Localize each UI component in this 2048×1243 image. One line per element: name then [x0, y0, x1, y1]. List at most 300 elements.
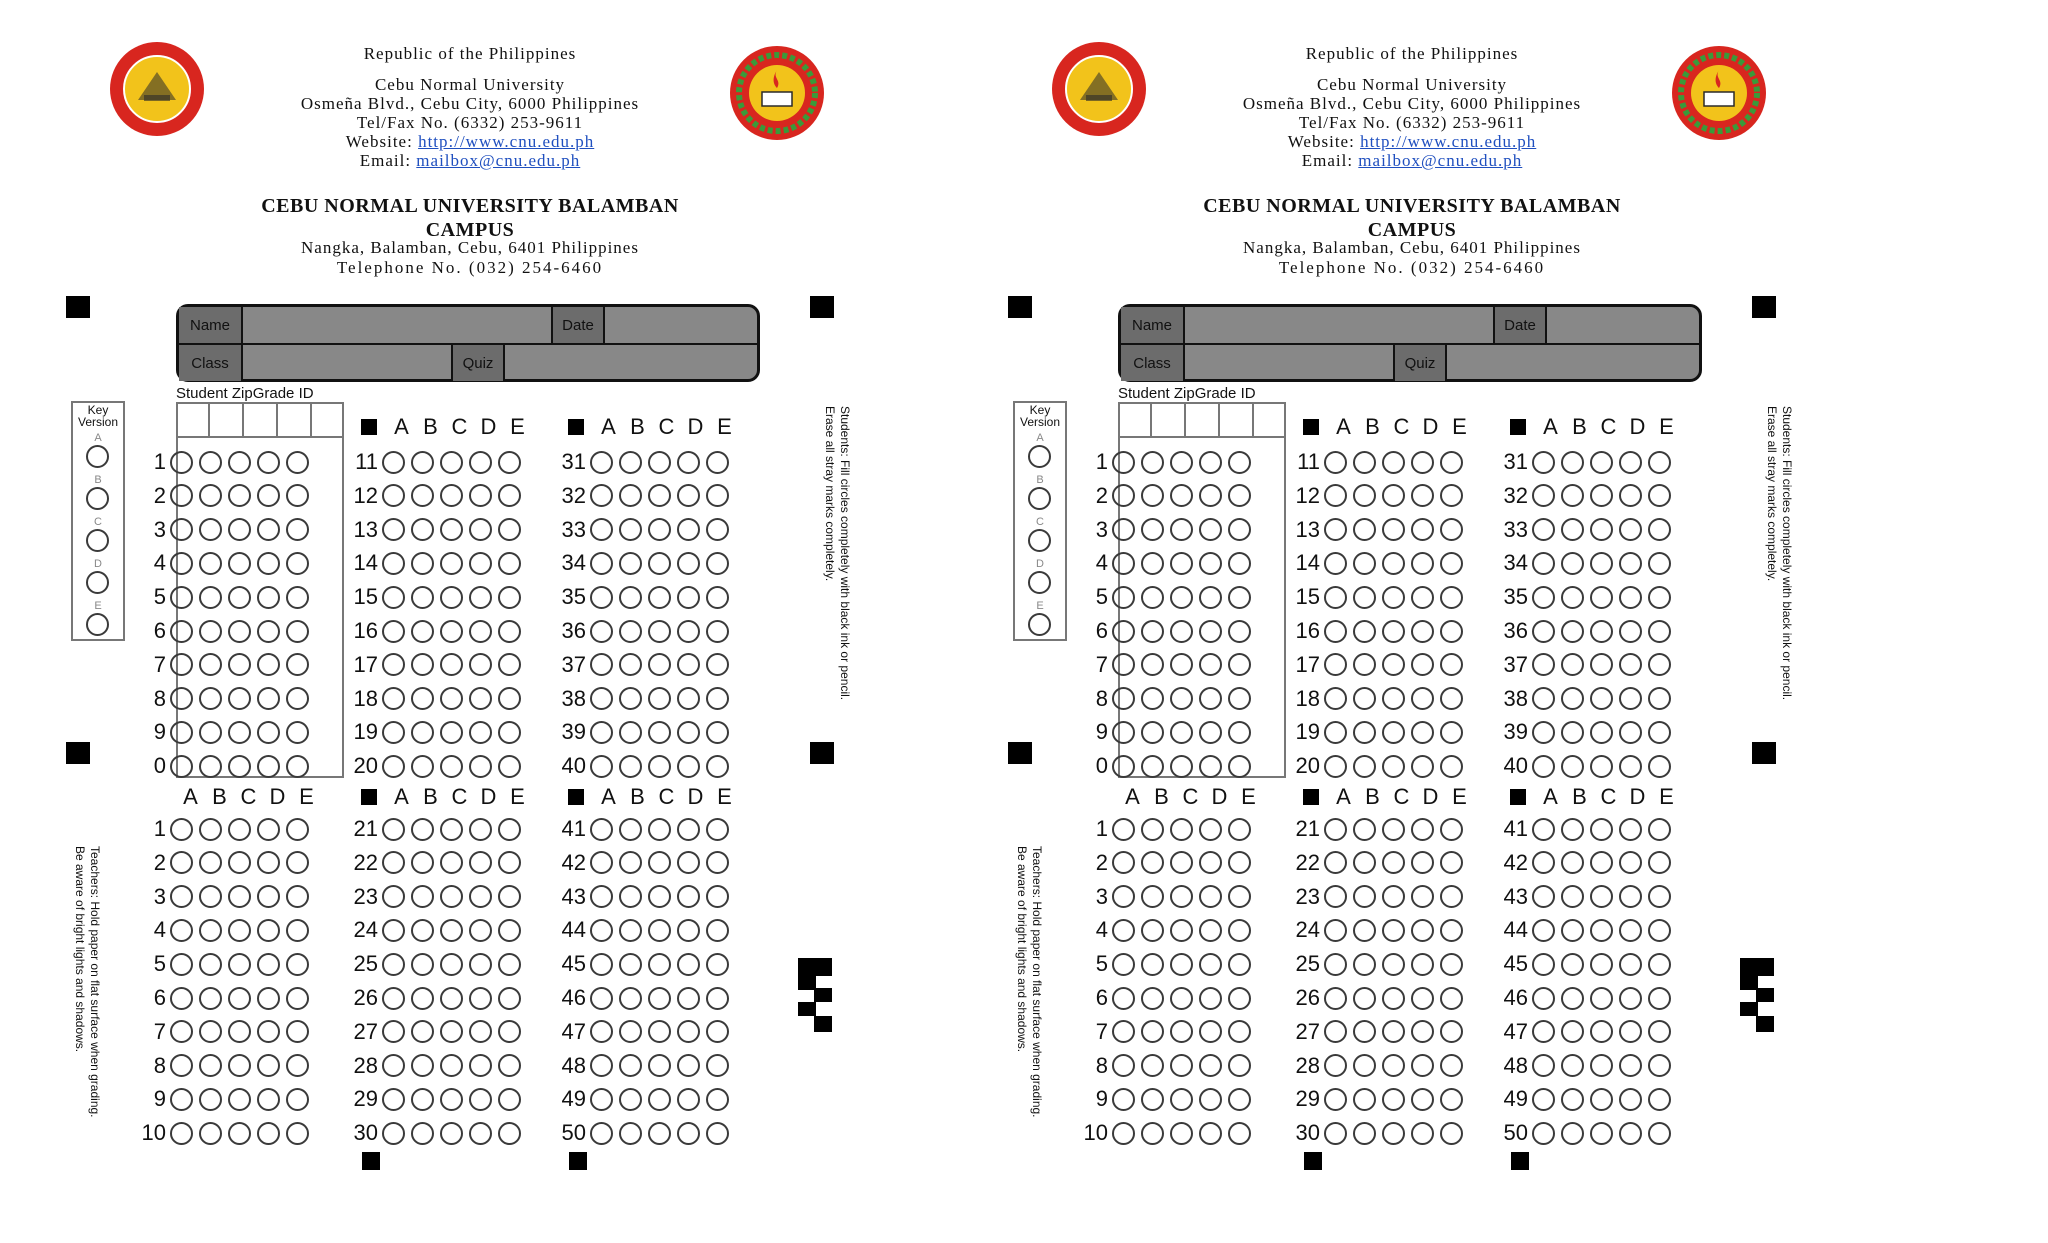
answer-bubble[interactable] — [677, 1088, 700, 1111]
answer-bubble[interactable] — [1170, 1054, 1193, 1077]
answer-bubble[interactable] — [1648, 987, 1671, 1010]
id-bubble[interactable] — [257, 687, 280, 710]
answer-bubble[interactable] — [469, 1020, 492, 1043]
answer-bubble[interactable] — [590, 451, 613, 474]
id-bubble[interactable] — [228, 653, 251, 676]
answer-bubble[interactable] — [1532, 484, 1555, 507]
answer-bubble[interactable] — [706, 919, 729, 942]
answer-bubble[interactable] — [1353, 1122, 1376, 1145]
id-bubble[interactable] — [199, 721, 222, 744]
answer-bubble[interactable] — [590, 586, 613, 609]
answer-bubble[interactable] — [619, 987, 642, 1010]
answer-bubble[interactable] — [1382, 953, 1405, 976]
id-bubble[interactable] — [286, 518, 309, 541]
id-bubble[interactable] — [199, 687, 222, 710]
answer-bubble[interactable] — [1324, 451, 1347, 474]
answer-bubble[interactable] — [590, 484, 613, 507]
answer-bubble[interactable] — [411, 818, 434, 841]
quiz-field[interactable] — [1447, 345, 1699, 381]
id-bubble[interactable] — [1112, 518, 1135, 541]
id-bubble[interactable] — [1141, 451, 1164, 474]
answer-bubble[interactable] — [286, 919, 309, 942]
answer-bubble[interactable] — [469, 953, 492, 976]
id-bubble[interactable] — [286, 484, 309, 507]
email-link[interactable]: mailbox@cnu.edu.ph — [416, 151, 581, 170]
answer-bubble[interactable] — [1440, 620, 1463, 643]
answer-bubble[interactable] — [1141, 953, 1164, 976]
answer-bubble[interactable] — [648, 687, 671, 710]
answer-bubble[interactable] — [1228, 885, 1251, 908]
key-version-bubble[interactable] — [86, 445, 109, 468]
answer-bubble[interactable] — [677, 451, 700, 474]
answer-bubble[interactable] — [440, 620, 463, 643]
answer-bubble[interactable] — [1411, 987, 1434, 1010]
answer-bubble[interactable] — [1648, 1054, 1671, 1077]
answer-bubble[interactable] — [469, 1122, 492, 1145]
answer-bubble[interactable] — [1561, 1088, 1584, 1111]
answer-bubble[interactable] — [1561, 1054, 1584, 1077]
answer-bubble[interactable] — [1561, 1122, 1584, 1145]
id-bubble[interactable] — [1141, 552, 1164, 575]
id-bubble[interactable] — [1170, 484, 1193, 507]
answer-bubble[interactable] — [469, 586, 492, 609]
answer-bubble[interactable] — [498, 885, 521, 908]
answer-bubble[interactable] — [648, 586, 671, 609]
answer-bubble[interactable] — [648, 484, 671, 507]
answer-bubble[interactable] — [1561, 919, 1584, 942]
id-digit-cell[interactable] — [1118, 402, 1152, 438]
answer-bubble[interactable] — [199, 885, 222, 908]
answer-bubble[interactable] — [1440, 1054, 1463, 1077]
answer-bubble[interactable] — [1411, 451, 1434, 474]
answer-bubble[interactable] — [1228, 919, 1251, 942]
answer-bubble[interactable] — [1440, 518, 1463, 541]
id-digit-cell[interactable] — [312, 402, 344, 438]
id-bubble[interactable] — [1112, 484, 1135, 507]
answer-bubble[interactable] — [1561, 953, 1584, 976]
answer-bubble[interactable] — [382, 1122, 405, 1145]
answer-bubble[interactable] — [1411, 484, 1434, 507]
id-bubble[interactable] — [286, 451, 309, 474]
answer-bubble[interactable] — [286, 1020, 309, 1043]
answer-bubble[interactable] — [706, 953, 729, 976]
answer-bubble[interactable] — [1532, 620, 1555, 643]
answer-bubble[interactable] — [382, 518, 405, 541]
answer-bubble[interactable] — [1353, 919, 1376, 942]
answer-bubble[interactable] — [1440, 653, 1463, 676]
answer-bubble[interactable] — [1199, 885, 1222, 908]
answer-bubble[interactable] — [1619, 1088, 1642, 1111]
id-bubble[interactable] — [286, 552, 309, 575]
id-bubble[interactable] — [170, 653, 193, 676]
answer-bubble[interactable] — [1440, 1088, 1463, 1111]
answer-bubble[interactable] — [648, 818, 671, 841]
answer-bubble[interactable] — [382, 885, 405, 908]
answer-bubble[interactable] — [1561, 1020, 1584, 1043]
answer-bubble[interactable] — [1590, 1054, 1613, 1077]
answer-bubble[interactable] — [590, 620, 613, 643]
answer-bubble[interactable] — [590, 885, 613, 908]
answer-bubble[interactable] — [1199, 1088, 1222, 1111]
answer-bubble[interactable] — [1141, 987, 1164, 1010]
answer-bubble[interactable] — [1648, 1020, 1671, 1043]
answer-bubble[interactable] — [469, 484, 492, 507]
answer-bubble[interactable] — [1561, 484, 1584, 507]
answer-bubble[interactable] — [1411, 620, 1434, 643]
answer-bubble[interactable] — [1353, 518, 1376, 541]
answer-bubble[interactable] — [1648, 818, 1671, 841]
answer-bubble[interactable] — [1440, 755, 1463, 778]
answer-bubble[interactable] — [257, 885, 280, 908]
answer-bubble[interactable] — [706, 653, 729, 676]
answer-bubble[interactable] — [1112, 1020, 1135, 1043]
answer-bubble[interactable] — [1619, 586, 1642, 609]
answer-bubble[interactable] — [286, 885, 309, 908]
answer-bubble[interactable] — [648, 1088, 671, 1111]
answer-bubble[interactable] — [706, 518, 729, 541]
answer-bubble[interactable] — [706, 1054, 729, 1077]
answer-bubble[interactable] — [199, 1088, 222, 1111]
answer-bubble[interactable] — [1353, 687, 1376, 710]
answer-bubble[interactable] — [1532, 653, 1555, 676]
answer-bubble[interactable] — [619, 1088, 642, 1111]
id-bubble[interactable] — [170, 755, 193, 778]
answer-bubble[interactable] — [677, 818, 700, 841]
answer-bubble[interactable] — [498, 721, 521, 744]
answer-bubble[interactable] — [170, 818, 193, 841]
answer-bubble[interactable] — [382, 919, 405, 942]
id-bubble[interactable] — [1228, 552, 1251, 575]
answer-bubble[interactable] — [382, 1088, 405, 1111]
answer-bubble[interactable] — [590, 653, 613, 676]
answer-bubble[interactable] — [382, 687, 405, 710]
answer-bubble[interactable] — [498, 653, 521, 676]
answer-bubble[interactable] — [170, 1088, 193, 1111]
answer-bubble[interactable] — [1440, 1020, 1463, 1043]
answer-bubble[interactable] — [469, 1088, 492, 1111]
id-bubble[interactable] — [1228, 518, 1251, 541]
answer-bubble[interactable] — [1112, 987, 1135, 1010]
answer-bubble[interactable] — [1353, 653, 1376, 676]
id-digit-cell[interactable] — [1186, 402, 1220, 438]
answer-bubble[interactable] — [1141, 1088, 1164, 1111]
answer-bubble[interactable] — [619, 620, 642, 643]
answer-bubble[interactable] — [648, 518, 671, 541]
answer-bubble[interactable] — [1590, 885, 1613, 908]
answer-bubble[interactable] — [1170, 987, 1193, 1010]
answer-bubble[interactable] — [469, 987, 492, 1010]
id-bubble[interactable] — [170, 620, 193, 643]
id-bubble[interactable] — [1141, 586, 1164, 609]
answer-bubble[interactable] — [440, 484, 463, 507]
answer-bubble[interactable] — [411, 620, 434, 643]
answer-bubble[interactable] — [706, 552, 729, 575]
answer-bubble[interactable] — [1590, 484, 1613, 507]
answer-bubble[interactable] — [170, 1054, 193, 1077]
answer-bubble[interactable] — [1112, 919, 1135, 942]
answer-bubble[interactable] — [1353, 851, 1376, 874]
id-digit-cell[interactable] — [1152, 402, 1186, 438]
answer-bubble[interactable] — [590, 721, 613, 744]
answer-bubble[interactable] — [1382, 687, 1405, 710]
answer-bubble[interactable] — [619, 451, 642, 474]
id-bubble[interactable] — [170, 518, 193, 541]
answer-bubble[interactable] — [382, 586, 405, 609]
answer-bubble[interactable] — [1382, 919, 1405, 942]
answer-bubble[interactable] — [199, 987, 222, 1010]
id-bubble[interactable] — [1199, 586, 1222, 609]
answer-bubble[interactable] — [648, 755, 671, 778]
answer-bubble[interactable] — [1532, 1054, 1555, 1077]
answer-bubble[interactable] — [619, 818, 642, 841]
answer-bubble[interactable] — [1590, 755, 1613, 778]
id-bubble[interactable] — [1199, 687, 1222, 710]
key-version-bubble[interactable] — [1028, 487, 1051, 510]
answer-bubble[interactable] — [1648, 653, 1671, 676]
answer-bubble[interactable] — [706, 484, 729, 507]
answer-bubble[interactable] — [1619, 818, 1642, 841]
answer-bubble[interactable] — [1648, 755, 1671, 778]
answer-bubble[interactable] — [170, 987, 193, 1010]
answer-bubble[interactable] — [1619, 1020, 1642, 1043]
answer-bubble[interactable] — [440, 1054, 463, 1077]
answer-bubble[interactable] — [677, 1020, 700, 1043]
answer-bubble[interactable] — [1141, 1020, 1164, 1043]
answer-bubble[interactable] — [1382, 851, 1405, 874]
answer-bubble[interactable] — [440, 451, 463, 474]
answer-bubble[interactable] — [1228, 851, 1251, 874]
answer-bubble[interactable] — [1619, 885, 1642, 908]
id-bubble[interactable] — [199, 620, 222, 643]
id-bubble[interactable] — [228, 586, 251, 609]
answer-bubble[interactable] — [469, 687, 492, 710]
answer-bubble[interactable] — [1532, 687, 1555, 710]
answer-bubble[interactable] — [619, 953, 642, 976]
answer-bubble[interactable] — [1411, 1088, 1434, 1111]
answer-bubble[interactable] — [1353, 484, 1376, 507]
id-bubble[interactable] — [1141, 484, 1164, 507]
answer-bubble[interactable] — [677, 484, 700, 507]
id-bubble[interactable] — [257, 518, 280, 541]
id-bubble[interactable] — [1228, 484, 1251, 507]
answer-bubble[interactable] — [1440, 885, 1463, 908]
answer-bubble[interactable] — [1112, 1054, 1135, 1077]
answer-bubble[interactable] — [1590, 721, 1613, 744]
answer-bubble[interactable] — [1440, 586, 1463, 609]
answer-bubble[interactable] — [411, 851, 434, 874]
answer-bubble[interactable] — [469, 919, 492, 942]
answer-bubble[interactable] — [411, 518, 434, 541]
answer-bubble[interactable] — [1324, 755, 1347, 778]
class-field[interactable] — [243, 345, 451, 381]
answer-bubble[interactable] — [619, 721, 642, 744]
answer-bubble[interactable] — [1353, 1088, 1376, 1111]
answer-bubble[interactable] — [1382, 1088, 1405, 1111]
id-bubble[interactable] — [286, 721, 309, 744]
id-bubble[interactable] — [228, 721, 251, 744]
answer-bubble[interactable] — [469, 518, 492, 541]
answer-bubble[interactable] — [1590, 451, 1613, 474]
answer-bubble[interactable] — [1228, 818, 1251, 841]
answer-bubble[interactable] — [1141, 1054, 1164, 1077]
answer-bubble[interactable] — [199, 851, 222, 874]
answer-bubble[interactable] — [677, 1122, 700, 1145]
id-bubble[interactable] — [257, 620, 280, 643]
answer-bubble[interactable] — [1619, 851, 1642, 874]
key-version-bubble[interactable] — [86, 613, 109, 636]
answer-bubble[interactable] — [1324, 1122, 1347, 1145]
answer-bubble[interactable] — [1648, 518, 1671, 541]
answer-bubble[interactable] — [1590, 987, 1613, 1010]
answer-bubble[interactable] — [1324, 919, 1347, 942]
answer-bubble[interactable] — [1619, 653, 1642, 676]
id-bubble[interactable] — [1112, 755, 1135, 778]
answer-bubble[interactable] — [1353, 451, 1376, 474]
answer-bubble[interactable] — [1141, 919, 1164, 942]
id-bubble[interactable] — [170, 687, 193, 710]
answer-bubble[interactable] — [706, 755, 729, 778]
answer-bubble[interactable] — [677, 919, 700, 942]
id-bubble[interactable] — [199, 518, 222, 541]
answer-bubble[interactable] — [1112, 953, 1135, 976]
answer-bubble[interactable] — [1382, 552, 1405, 575]
answer-bubble[interactable] — [1170, 1122, 1193, 1145]
answer-bubble[interactable] — [1170, 919, 1193, 942]
id-bubble[interactable] — [1170, 653, 1193, 676]
answer-bubble[interactable] — [1382, 1020, 1405, 1043]
answer-bubble[interactable] — [1561, 721, 1584, 744]
answer-bubble[interactable] — [1411, 1054, 1434, 1077]
answer-bubble[interactable] — [440, 1020, 463, 1043]
answer-bubble[interactable] — [1440, 919, 1463, 942]
email-link[interactable]: mailbox@cnu.edu.ph — [1358, 151, 1523, 170]
id-bubble[interactable] — [1141, 653, 1164, 676]
answer-bubble[interactable] — [1324, 586, 1347, 609]
answer-bubble[interactable] — [382, 721, 405, 744]
answer-bubble[interactable] — [1199, 1020, 1222, 1043]
answer-bubble[interactable] — [382, 451, 405, 474]
answer-bubble[interactable] — [1411, 586, 1434, 609]
answer-bubble[interactable] — [382, 484, 405, 507]
quiz-field[interactable] — [505, 345, 757, 381]
answer-bubble[interactable] — [1532, 721, 1555, 744]
answer-bubble[interactable] — [590, 1054, 613, 1077]
date-field[interactable] — [605, 307, 757, 343]
answer-bubble[interactable] — [1353, 885, 1376, 908]
answer-bubble[interactable] — [1199, 851, 1222, 874]
id-bubble[interactable] — [1199, 653, 1222, 676]
answer-bubble[interactable] — [590, 687, 613, 710]
answer-bubble[interactable] — [382, 755, 405, 778]
answer-bubble[interactable] — [619, 755, 642, 778]
answer-bubble[interactable] — [1112, 818, 1135, 841]
answer-bubble[interactable] — [1324, 1054, 1347, 1077]
answer-bubble[interactable] — [411, 1054, 434, 1077]
answer-bubble[interactable] — [1440, 1122, 1463, 1145]
answer-bubble[interactable] — [1532, 586, 1555, 609]
answer-bubble[interactable] — [1648, 953, 1671, 976]
answer-bubble[interactable] — [228, 885, 251, 908]
answer-bubble[interactable] — [1228, 1088, 1251, 1111]
answer-bubble[interactable] — [228, 987, 251, 1010]
id-bubble[interactable] — [228, 687, 251, 710]
answer-bubble[interactable] — [498, 620, 521, 643]
answer-bubble[interactable] — [498, 1020, 521, 1043]
answer-bubble[interactable] — [706, 1088, 729, 1111]
answer-bubble[interactable] — [1590, 953, 1613, 976]
answer-bubble[interactable] — [1619, 987, 1642, 1010]
answer-bubble[interactable] — [1561, 552, 1584, 575]
answer-bubble[interactable] — [648, 919, 671, 942]
answer-bubble[interactable] — [1228, 1020, 1251, 1043]
answer-bubble[interactable] — [648, 885, 671, 908]
answer-bubble[interactable] — [411, 919, 434, 942]
id-bubble[interactable] — [199, 755, 222, 778]
id-bubble[interactable] — [1228, 586, 1251, 609]
answer-bubble[interactable] — [257, 851, 280, 874]
answer-bubble[interactable] — [619, 1122, 642, 1145]
answer-bubble[interactable] — [199, 953, 222, 976]
answer-bubble[interactable] — [469, 885, 492, 908]
id-bubble[interactable] — [228, 518, 251, 541]
answer-bubble[interactable] — [411, 885, 434, 908]
answer-bubble[interactable] — [706, 620, 729, 643]
answer-bubble[interactable] — [1411, 953, 1434, 976]
answer-bubble[interactable] — [440, 953, 463, 976]
answer-bubble[interactable] — [706, 885, 729, 908]
answer-bubble[interactable] — [1170, 885, 1193, 908]
answer-bubble[interactable] — [286, 1088, 309, 1111]
answer-bubble[interactable] — [677, 552, 700, 575]
answer-bubble[interactable] — [619, 552, 642, 575]
answer-bubble[interactable] — [1382, 1122, 1405, 1145]
answer-bubble[interactable] — [1590, 1088, 1613, 1111]
answer-bubble[interactable] — [411, 755, 434, 778]
answer-bubble[interactable] — [411, 484, 434, 507]
answer-bubble[interactable] — [257, 919, 280, 942]
answer-bubble[interactable] — [1324, 653, 1347, 676]
id-bubble[interactable] — [257, 552, 280, 575]
answer-bubble[interactable] — [1411, 687, 1434, 710]
answer-bubble[interactable] — [1619, 919, 1642, 942]
key-version-bubble[interactable] — [1028, 613, 1051, 636]
answer-bubble[interactable] — [1382, 885, 1405, 908]
id-bubble[interactable] — [1141, 687, 1164, 710]
id-digit-cell[interactable] — [1254, 402, 1286, 438]
answer-bubble[interactable] — [590, 851, 613, 874]
id-bubble[interactable] — [1170, 620, 1193, 643]
answer-bubble[interactable] — [170, 953, 193, 976]
answer-bubble[interactable] — [440, 755, 463, 778]
answer-bubble[interactable] — [1353, 1020, 1376, 1043]
answer-bubble[interactable] — [1590, 1020, 1613, 1043]
id-bubble[interactable] — [257, 484, 280, 507]
answer-bubble[interactable] — [677, 987, 700, 1010]
answer-bubble[interactable] — [199, 1122, 222, 1145]
answer-bubble[interactable] — [1561, 851, 1584, 874]
id-bubble[interactable] — [1112, 451, 1135, 474]
answer-bubble[interactable] — [648, 1020, 671, 1043]
answer-bubble[interactable] — [170, 885, 193, 908]
answer-bubble[interactable] — [1324, 721, 1347, 744]
answer-bubble[interactable] — [1440, 484, 1463, 507]
answer-bubble[interactable] — [648, 851, 671, 874]
answer-bubble[interactable] — [619, 1054, 642, 1077]
id-bubble[interactable] — [286, 687, 309, 710]
answer-bubble[interactable] — [1411, 755, 1434, 778]
id-bubble[interactable] — [1170, 586, 1193, 609]
answer-bubble[interactable] — [1561, 818, 1584, 841]
